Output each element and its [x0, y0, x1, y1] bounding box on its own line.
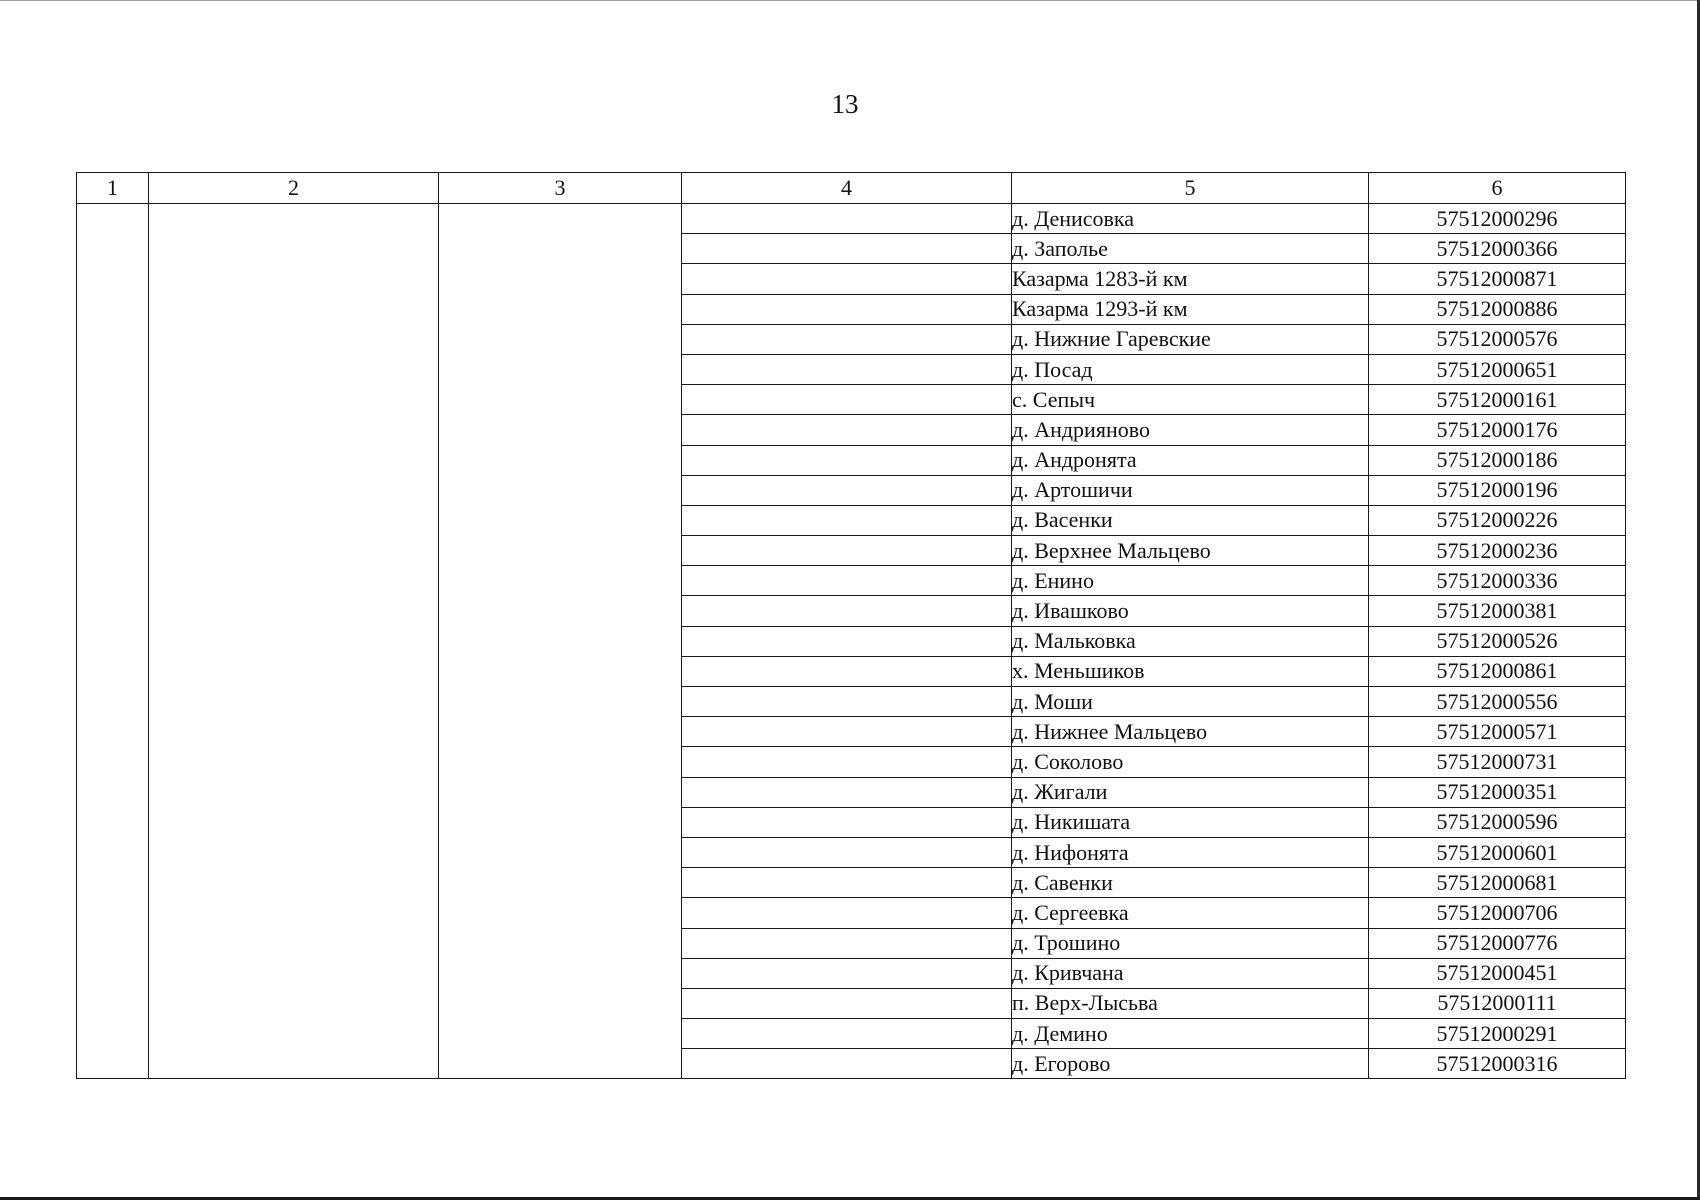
page-number: 13	[831, 89, 859, 119]
oktmo-code-cell: 57512000861	[1369, 656, 1626, 686]
col-4-empty-cell	[682, 1049, 1012, 1079]
oktmo-code-cell: 57512000226	[1369, 505, 1626, 535]
oktmo-code-cell: 57512000291	[1369, 1019, 1626, 1049]
col-4-empty-cell	[682, 354, 1012, 384]
settlement-name-cell: д. Егорово	[1012, 1049, 1369, 1079]
col-4-empty-cell	[682, 837, 1012, 867]
oktmo-code-cell: 57512000336	[1369, 566, 1626, 596]
col-4-empty-cell	[682, 868, 1012, 898]
oktmo-code-cell: 57512000681	[1369, 868, 1626, 898]
settlement-name-cell: Казарма 1293-й км	[1012, 294, 1369, 324]
settlement-name-cell: д. Мальковка	[1012, 626, 1369, 656]
col-4-empty-cell	[682, 475, 1012, 505]
oktmo-code-cell: 57512000176	[1369, 415, 1626, 445]
oktmo-code-cell: 57512000651	[1369, 354, 1626, 384]
settlement-name-cell: д. Артошичи	[1012, 475, 1369, 505]
settlement-name-cell: д. Кривчана	[1012, 958, 1369, 988]
oktmo-code-cell: 57512000601	[1369, 837, 1626, 867]
settlement-name-cell: п. Верх-Лысьва	[1012, 988, 1369, 1018]
settlement-name-cell: д. Нижнее Мальцево	[1012, 717, 1369, 747]
col-4-empty-cell	[682, 687, 1012, 717]
oktmo-code-cell: 57512000366	[1369, 234, 1626, 264]
oktmo-code-cell: 57512000596	[1369, 807, 1626, 837]
col-4-empty-cell	[682, 294, 1012, 324]
table-row	[77, 204, 1626, 234]
settlement-name-cell: д. Савенки	[1012, 868, 1369, 898]
col-4-empty-cell	[682, 264, 1012, 294]
col-4-empty-cell	[682, 717, 1012, 747]
oktmo-code-cell: 57512000186	[1369, 445, 1626, 475]
col-4-empty-cell	[682, 928, 1012, 958]
col-4-empty-cell	[682, 626, 1012, 656]
settlement-name-cell: д. Никишата	[1012, 807, 1369, 837]
oktmo-code-cell: 57512000871	[1369, 264, 1626, 294]
settlement-name-cell: д. Трошино	[1012, 928, 1369, 958]
settlement-name-cell: д. Сергеевка	[1012, 898, 1369, 928]
column-header-2: 2	[149, 173, 439, 204]
oktmo-code-cell: 57512000316	[1369, 1049, 1626, 1079]
table-body	[77, 204, 1626, 1079]
column-header-4: 4	[682, 173, 1012, 204]
oktmo-code-cell: 57512000196	[1369, 475, 1626, 505]
oktmo-code-cell: 57512000731	[1369, 747, 1626, 777]
settlement-name-cell: д. Нижние Гаревские	[1012, 324, 1369, 354]
settlement-name-cell: д. Енино	[1012, 566, 1369, 596]
oktmo-code-cell: 57512000161	[1369, 385, 1626, 415]
settlement-name-cell: д. Ивашково	[1012, 596, 1369, 626]
settlement-name-cell: д. Жигали	[1012, 777, 1369, 807]
col-4-empty-cell	[682, 234, 1012, 264]
settlement-name-cell: д. Нифонята	[1012, 837, 1369, 867]
oktmo-code-cell: 57512000556	[1369, 687, 1626, 717]
oktmo-code-cell: 57512000706	[1369, 898, 1626, 928]
col-4-empty-cell	[682, 505, 1012, 535]
col-4-empty-cell	[682, 807, 1012, 837]
settlement-name-cell: д. Андронята	[1012, 445, 1369, 475]
settlement-name-cell: д. Заполье	[1012, 234, 1369, 264]
settlement-name-cell: Казарма 1283-й км	[1012, 264, 1369, 294]
col-4-empty-cell	[682, 536, 1012, 566]
col-4-empty-cell	[682, 898, 1012, 928]
oktmo-code-cell: 57512000451	[1369, 958, 1626, 988]
col-3-merged-cell	[439, 204, 682, 1079]
col-4-empty-cell	[682, 385, 1012, 415]
col-1-merged-cell	[77, 204, 149, 1079]
oktmo-code-cell: 57512000886	[1369, 294, 1626, 324]
oktmo-code-cell: 57512000576	[1369, 324, 1626, 354]
oktmo-code-cell: 57512000111	[1369, 988, 1626, 1018]
col-4-empty-cell	[682, 204, 1012, 234]
column-header-5: 5	[1012, 173, 1369, 204]
column-header-3: 3	[439, 173, 682, 204]
col-4-empty-cell	[682, 988, 1012, 1018]
oktmo-code-cell: 57512000296	[1369, 204, 1626, 234]
oktmo-code-cell: 57512000381	[1369, 596, 1626, 626]
col-4-empty-cell	[682, 596, 1012, 626]
column-header-6: 6	[1369, 173, 1626, 204]
col-4-empty-cell	[682, 958, 1012, 988]
settlement-name-cell: д. Васенки	[1012, 505, 1369, 535]
settlement-name-cell: д. Соколово	[1012, 747, 1369, 777]
settlements-table	[76, 172, 1626, 1079]
settlement-name-cell: с. Сепыч	[1012, 385, 1369, 415]
settlement-name-cell: д. Андрияново	[1012, 415, 1369, 445]
col-4-empty-cell	[682, 324, 1012, 354]
oktmo-code-cell: 57512000351	[1369, 777, 1626, 807]
column-header-1: 1	[77, 173, 149, 204]
settlement-name-cell: х. Меньшиков	[1012, 656, 1369, 686]
oktmo-code-cell: 57512000776	[1369, 928, 1626, 958]
settlement-name-cell: д. Посад	[1012, 354, 1369, 384]
settlement-name-cell: д. Денисовка	[1012, 204, 1369, 234]
col-4-empty-cell	[682, 747, 1012, 777]
settlement-name-cell: д. Верхнее Мальцево	[1012, 536, 1369, 566]
col-4-empty-cell	[682, 1019, 1012, 1049]
oktmo-code-cell: 57512000571	[1369, 717, 1626, 747]
settlement-name-cell: д. Демино	[1012, 1019, 1369, 1049]
scan-top-edge	[0, 0, 1700, 1]
col-4-empty-cell	[682, 566, 1012, 596]
table-header-row	[77, 173, 1626, 204]
oktmo-code-cell: 57512000236	[1369, 536, 1626, 566]
col-4-empty-cell	[682, 415, 1012, 445]
oktmo-code-cell: 57512000526	[1369, 626, 1626, 656]
col-4-empty-cell	[682, 777, 1012, 807]
settlement-name-cell: д. Моши	[1012, 687, 1369, 717]
col-4-empty-cell	[682, 656, 1012, 686]
col-4-empty-cell	[682, 445, 1012, 475]
col-2-merged-cell	[149, 204, 439, 1079]
